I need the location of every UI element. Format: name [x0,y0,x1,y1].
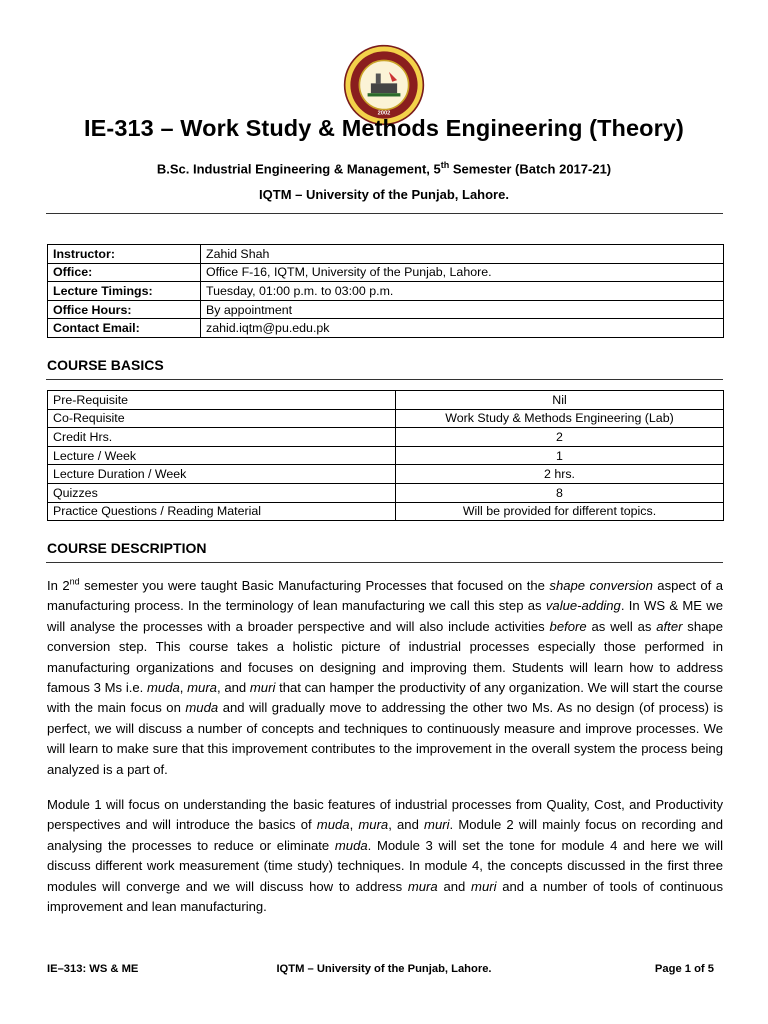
info-label: Office: [48,263,201,282]
basics-label: Quizzes [48,483,396,502]
table-row [48,428,724,447]
institute-line: IQTM – University of the Punjab, Lahore. [259,187,509,202]
basics-value: Will be provided for different topics. [396,502,724,521]
basics-value: 1 [396,446,724,465]
table-row [48,465,724,484]
info-label: Office Hours: [48,300,201,319]
info-value: Tuesday, 01:00 p.m. to 03:00 p.m. [201,282,724,301]
table-row [48,282,724,301]
university-logo-icon [343,44,425,126]
table-row [48,300,724,319]
table-row [48,409,724,428]
basics-label: Lecture / Week [48,446,396,465]
footer-page-number: Page 1 of 5 [654,963,714,975]
table-row [48,319,724,338]
page-title: IE-313 – Work Study & Methods Engineering (Theory) [84,115,684,141]
info-label: Instructor: [48,245,201,264]
program-line: B.Sc. Industrial Engineering & Management, 5th Semester (Batch 2017-21) [156,160,612,177]
header-divider [46,213,723,214]
basics-value: 2 [396,428,724,447]
basics-label: Co-Requisite [48,409,396,428]
table-row [48,245,724,264]
svg-text:2002: 2002 [377,110,391,117]
basics-label: Credit Hrs. [48,428,396,447]
basics-label: Pre-Requisite [48,391,396,410]
info-label: Contact Email: [48,319,201,338]
basics-value: 2 hrs. [396,465,724,484]
course-basics-table [47,390,724,521]
description-paragraph-2: Module 1 will focus on understanding the basic features of industrial processes from Quality, Cost, and Productivity perspectives and will introduce the basics of muda, mura, and muri. Module 2 will mainly focus on recording and analysing the processes to reduce or eliminate muda. Module 3 will set the tone for module 4 and here we will discuss different work measurement (time study) techniques. In module 4, the concepts discussed in the first three modules will converge and we will discuss how to address mura and muri and a number of tools of continuous improvement and lean manufacturing. [47,797,724,915]
basics-value: Work Study & Methods Engineering (Lab) [396,409,724,428]
basics-value: 8 [396,483,724,502]
table-row [48,263,724,282]
table-row [48,502,724,521]
table-row [48,483,724,502]
info-value: zahid.iqtm@pu.edu.pk [201,319,724,338]
info-label: Lecture Timings: [48,282,201,301]
section-divider [46,562,723,563]
info-value: Office F-16, IQTM, University of the Punjab, Lahore. [201,263,724,282]
table-row [48,391,724,410]
course-description-heading: COURSE DESCRIPTION [47,540,207,556]
course-basics-heading: COURSE BASICS [47,357,164,373]
basics-label: Practice Questions / Reading Material [48,502,396,521]
instructor-info-table [47,244,724,338]
table-row [48,446,724,465]
basics-label: Lecture Duration / Week [48,465,396,484]
basics-value: Nil [396,391,724,410]
info-value: By appointment [201,300,724,319]
description-paragraph-1: In 2nd semester you were taught Basic Manufacturing Processes that focused on the shape conversion aspect of a manufacturing process. In the terminology of lean manufacturing we call this step as value-adding. In WS & ME we will analyse the processes with a broader perspective and will also include activities before as well as after shape conversion step. This course takes a holistic picture of industrial processes especially those performed in manufacturing organizations and focuses on designing and improving them. Students will learn how to address famous 3 Ms i.e. muda, mura, and muri that can hamper the productivity of any organization. We will start the course with the main focus on muda and will gradually move to addressing the other two Ms. As no design (of process) is perfect, we will discuss a number of concepts and techniques to continuously measure and improve processes. We will learn to make sure that this improvement contributes to the improvement in the overall system the process being analyzed is a part of. [47,576,723,777]
footer-institute: IQTM – University of the Punjab, Lahore. [276,963,492,975]
section-divider [46,379,723,380]
footer-course-code: IE–313: WS & ME [47,963,139,975]
info-value: Zahid Shah [201,245,724,264]
